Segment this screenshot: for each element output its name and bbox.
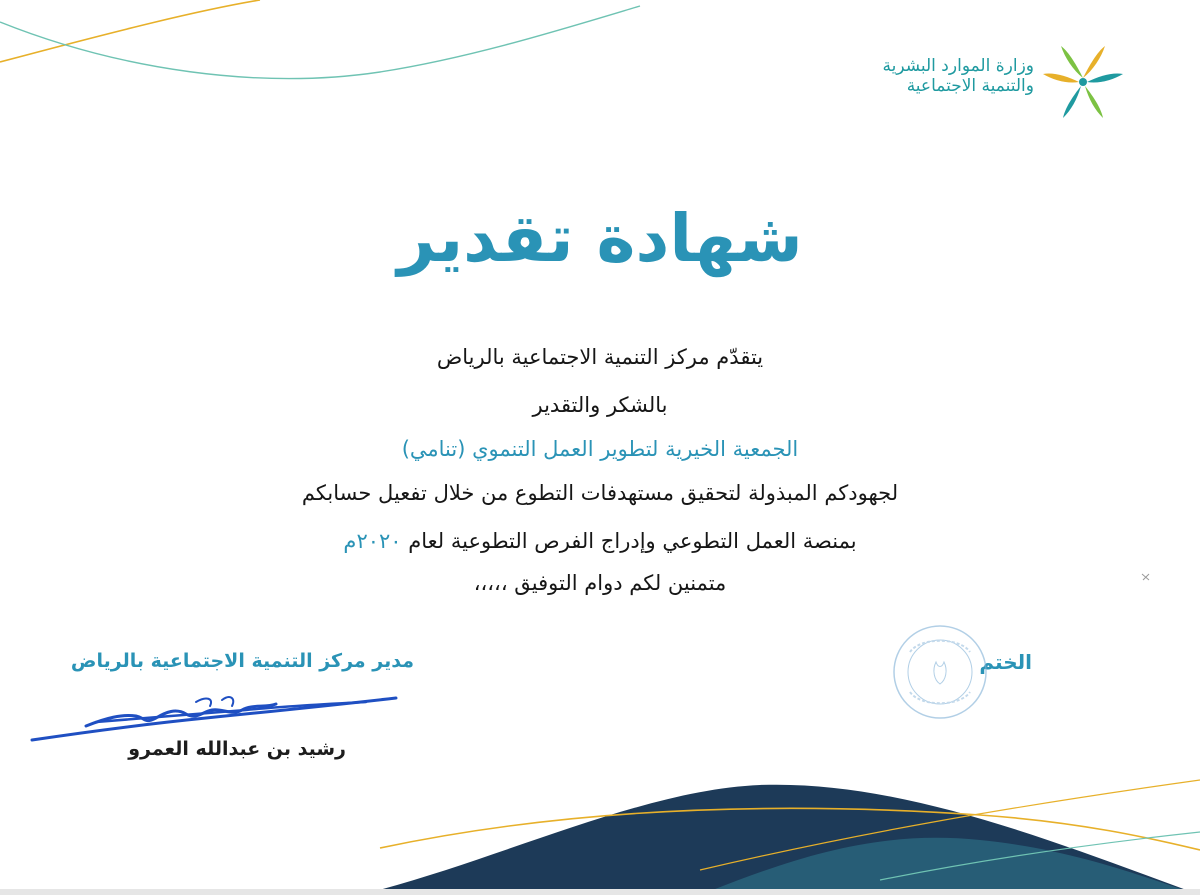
stamp-label: الختم [979,650,1032,674]
platform-text: بمنصة العمل التطوعي وإدراج الفرص التطوعية لعام [408,529,857,553]
ministry-emblem-icon [1038,42,1128,122]
year-value: ٢٠٢٠م [343,529,402,553]
ministry-name [882,56,1034,96]
signatory-title: مدير مركز التنمية الاجتماعية بالرياض [70,650,414,672]
thanks-line: بالشكر والتقدير [532,393,668,417]
efforts-line: لجهودكم المبذولة لتحقيق مستهدفات التطوع من خلال تفعيل حسابكم [301,481,899,505]
ministry-name-line2: والتنمية الاجتماعية [906,76,1034,96]
closing-line: متمنين لكم دوام التوفيق ،،،،، [473,571,727,595]
corner-mark-icon [1141,572,1151,582]
page-bottom-edge [0,889,1200,895]
ministry-name-line1: وزارة الموارد البشرية [882,56,1034,76]
platform-line [0,529,1200,553]
recipient-name: الجمعية الخيرية لتطوير العمل التنموي (تنامي) [401,437,799,461]
presenter-line: يتقدّم مركز التنمية الاجتماعية بالرياض [436,345,764,369]
certificate-title: شهادة تقدير [397,200,803,277]
signatory-name: رشيد بن عبدالله العمرو [128,738,346,760]
official-seal-icon [890,622,990,722]
ministry-logo [830,42,1130,122]
